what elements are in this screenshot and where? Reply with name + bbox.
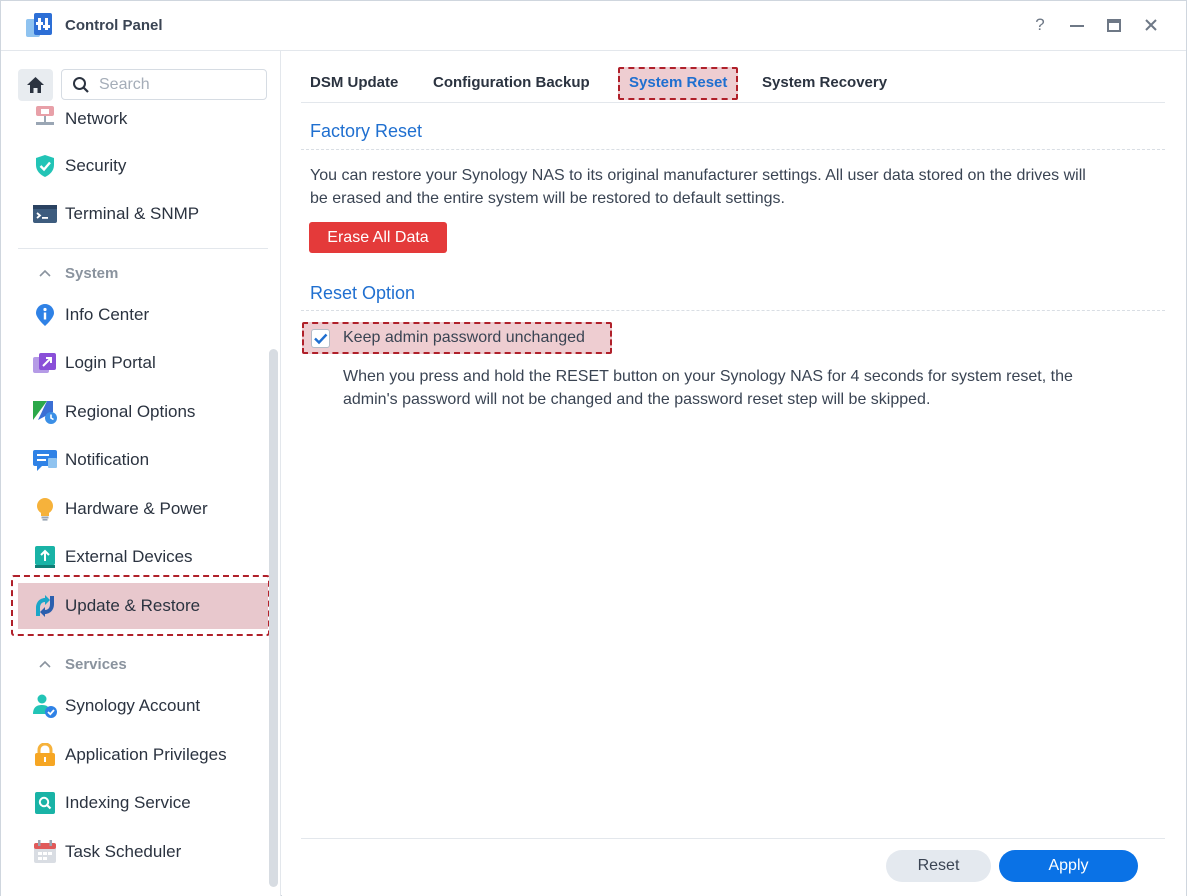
sidebar-item-application-privileges[interactable] [18,732,268,778]
reset-option-desc-line2: admin's password will not be changed and the password reset step will be skipped. [343,391,931,408]
sidebar [1,51,281,896]
indexing-icon [33,791,57,815]
sidebar-item-label: Login Portal [65,353,156,372]
sidebar-item-update-restore[interactable] [18,583,268,629]
tab-dsm-update[interactable]: DSM Update [310,74,399,91]
sidebar-item-regional-options[interactable] [18,389,268,435]
reset-option-desc-line1: When you press and hold the RESET button on your Synology NAS for 4 seconds for system reset, the [343,368,1073,385]
sidebar-item-task-scheduler[interactable] [18,829,268,875]
sidebar-item-label: Notification [65,450,150,469]
section-divider [301,310,1165,311]
factory-reset-desc-line2: be erased and the entire system will be restored to default settings. [310,190,785,207]
checkbox-label: Keep admin password unchanged [343,329,585,346]
regional-icon [33,400,57,424]
calendar-icon [33,840,57,864]
sidebar-item-label: Synology Account [65,696,201,715]
keep-admin-password-checkbox[interactable] [311,329,330,348]
sidebar-item-label: External Devices [65,547,193,566]
search-icon [72,76,90,94]
network-icon [33,106,57,130]
sidebar-scrollbar[interactable] [269,349,278,887]
chevron-up-icon [38,657,52,671]
tab-configuration-backup[interactable]: Configuration Backup [433,74,590,91]
checkmark-icon [312,330,329,347]
sidebar-item-label: Update & Restore [65,596,201,615]
sidebar-item-security[interactable] [18,143,268,189]
sidebar-item-login-portal[interactable] [18,340,268,386]
window-title: Control Panel [65,17,163,34]
sidebar-item-external-devices[interactable] [18,534,268,580]
help-icon[interactable]: ? [1035,15,1045,34]
main-content [282,51,1186,896]
login-portal-icon [33,351,57,375]
sidebar-item-label: Network [65,109,128,128]
erase-all-data-button[interactable]: Erase All Data [309,222,447,253]
footer-divider [301,838,1165,839]
sidebar-item-label: Regional Options [65,402,196,421]
maximize-icon[interactable] [1103,14,1125,36]
tab-system-recovery[interactable]: System Recovery [762,74,888,91]
sidebar-item-network[interactable] [18,94,268,140]
sidebar-item-label: Task Scheduler [65,842,182,861]
section-label: System [65,265,119,282]
notification-icon [33,448,57,472]
sidebar-item-notification[interactable] [18,437,268,483]
sidebar-item-label: Hardware & Power [65,499,208,518]
shield-icon [33,154,57,178]
apply-button[interactable]: Apply [999,850,1138,882]
tab-bar [301,66,1165,103]
chevron-up-icon [38,266,52,280]
sidebar-item-label: Security [65,156,127,175]
search-input[interactable] [99,74,259,96]
control-panel-app-icon [26,13,54,39]
reset-button[interactable]: Reset [886,850,991,882]
reset-option-title: Reset Option [310,283,416,303]
section-label: Services [65,656,127,673]
sidebar-item-info-center[interactable] [18,292,268,338]
sidebar-item-indexing-service[interactable] [18,780,268,826]
section-divider [301,149,1165,150]
title-bar [1,1,1186,51]
minimize-icon[interactable] [1066,14,1088,36]
sidebar-item-terminal[interactable] [18,191,268,237]
factory-reset-title: Factory Reset [310,121,423,141]
keep-admin-password-option[interactable] [302,322,612,354]
external-devices-icon [33,545,57,569]
sidebar-item-label: Terminal & SNMP [65,204,200,223]
info-icon [33,303,57,327]
sidebar-item-label: Application Privileges [65,745,227,764]
sidebar-item-hardware-power[interactable] [18,486,268,532]
bulb-icon [33,497,57,521]
sidebar-item-label: Indexing Service [65,793,191,812]
account-icon [33,694,57,718]
tab-system-reset[interactable]: System Reset [629,74,728,91]
sidebar-item-label: Info Center [65,305,150,324]
close-icon[interactable] [1140,14,1162,36]
terminal-icon [33,202,57,226]
update-restore-icon [33,594,57,618]
lock-icon [33,743,57,767]
sidebar-divider [18,248,268,249]
sidebar-item-synology-account[interactable] [18,683,268,729]
factory-reset-desc-line1: You can restore your Synology NAS to its original manufacturer settings. All user data stored on the drives will [310,167,1086,184]
